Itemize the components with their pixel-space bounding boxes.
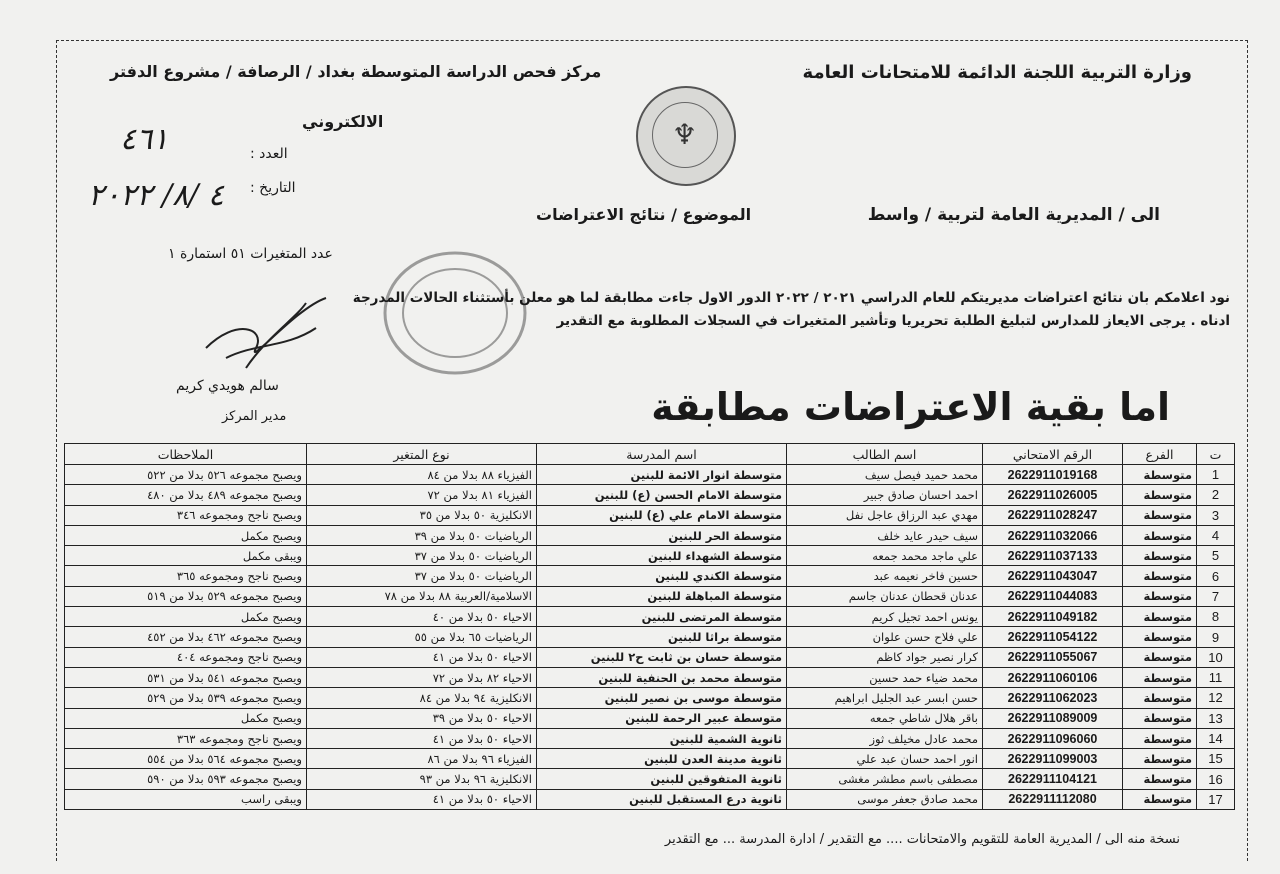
row-change: الفيزياء ٩٦ بدلا من ٨٦ [307, 749, 537, 769]
row-exam-number: 2622911089009 [983, 708, 1123, 728]
date-value: ٤ /٨/ ٢٠٢٢ [88, 178, 225, 213]
row-student-name: محمد ضياء حمد حسين [787, 667, 983, 687]
signature-icon [196, 288, 336, 378]
row-index: 17 [1197, 789, 1235, 809]
row-notes: ويصبح مكمل [65, 525, 307, 545]
row-notes: ويصبح مكمل [65, 708, 307, 728]
date-label: التاريخ : [250, 180, 296, 196]
row-school: متوسطة موسى بن نصير للبنين [537, 688, 787, 708]
row-school: متوسطة الحر للبنين [537, 525, 787, 545]
number-label: العدد : [250, 146, 288, 162]
row-notes: ويصبح مجموعه ٥٢٩ بدلا من ٥١٩ [65, 586, 307, 606]
row-branch: متوسطة [1123, 546, 1197, 566]
row-change: الفيزياء ٨٨ بدلا من ٨٤ [307, 465, 537, 485]
row-notes: ويصبح ناجح ومجموعه ٣٦٥ [65, 566, 307, 586]
row-change: الاحياء ٥٠ بدلا من ٤١ [307, 728, 537, 748]
row-change: الرياضيات ٥٠ بدلا من ٣٧ [307, 546, 537, 566]
table-row [65, 627, 1235, 647]
row-notes: ويصبح مجموعه ٤٦٢ بدلا من ٤٥٢ [65, 627, 307, 647]
row-index: 12 [1197, 688, 1235, 708]
row-school: متوسطة الامام الحسن (ع) للبنين [537, 485, 787, 505]
col-header-branch: الفرع [1123, 444, 1197, 465]
row-index: 6 [1197, 566, 1235, 586]
number-value: ٤٦١ [120, 122, 169, 157]
row-student-name: سيف حيدر عايد خلف [787, 525, 983, 545]
recipient: الى / المديرية العامة لتربية / واسط [867, 205, 1160, 225]
row-index: 15 [1197, 749, 1235, 769]
row-branch: متوسطة [1123, 749, 1197, 769]
body-paragraph-line1: نود اعلامكم بان نتائج اعتراضات مديريتكم للعام الدراسي ٢٠٢١ / ٢٠٢٢ الدور الاول جاءت مطابقة لما هو معلن بأستثناء الحالات المدرجة [352, 290, 1230, 306]
row-student-name: باقر هلال شاطي جمعه [787, 708, 983, 728]
row-branch: متوسطة [1123, 485, 1197, 505]
col-header-index: ت [1197, 444, 1235, 465]
row-school: متوسطة محمد بن الحنفية للبنين [537, 667, 787, 687]
row-notes: ويصبح ناجح ومجموعه ٤٠٤ [65, 647, 307, 667]
table-row [65, 525, 1235, 545]
row-change: الاحياء ٥٠ بدلا من ٤٠ [307, 607, 537, 627]
signatory-name: سالم هويدي كريم [176, 378, 279, 394]
row-school: ثانوية مدينة العدن للبنين [537, 749, 787, 769]
table-row [65, 708, 1235, 728]
ministry-emblem-icon: ♆ [636, 86, 736, 186]
table-row [65, 688, 1235, 708]
row-exam-number: 2622911037133 [983, 546, 1123, 566]
row-index: 10 [1197, 647, 1235, 667]
row-exam-number: 2622911099003 [983, 749, 1123, 769]
row-student-name: احمد احسان صادق جبير [787, 485, 983, 505]
row-school: متوسطة انوار الائمة للبنين [537, 465, 787, 485]
table-row [65, 566, 1235, 586]
row-branch: متوسطة [1123, 465, 1197, 485]
row-index: 5 [1197, 546, 1235, 566]
row-notes: ويصبح مجموعه ٥٢٦ بدلا من ٥٢٢ [65, 465, 307, 485]
row-change: الرياضيات ٦٥ بدلا من ٥٥ [307, 627, 537, 647]
table-row [65, 586, 1235, 606]
row-change: الفيزياء ٨١ بدلا من ٧٢ [307, 485, 537, 505]
row-index: 11 [1197, 667, 1235, 687]
row-student-name: علي فلاح حسن علوان [787, 627, 983, 647]
row-exam-number: 2622911026005 [983, 485, 1123, 505]
row-school: متوسطة المرتضى للبنين [537, 607, 787, 627]
row-index: 2 [1197, 485, 1235, 505]
row-exam-number: 2622911104121 [983, 769, 1123, 789]
row-index: 4 [1197, 525, 1235, 545]
row-exam-number: 2622911043047 [983, 566, 1123, 586]
row-exam-number: 2622911096060 [983, 728, 1123, 748]
row-exam-number: 2622911055067 [983, 647, 1123, 667]
row-school: متوسطة عبير الرحمة للبنين [537, 708, 787, 728]
table-row [65, 485, 1235, 505]
table-row [65, 769, 1235, 789]
row-index: 3 [1197, 505, 1235, 525]
table-row [65, 505, 1235, 525]
row-branch: متوسطة [1123, 647, 1197, 667]
row-student-name: حسن ابسر عبد الجليل ابراهيم [787, 688, 983, 708]
row-change: الرياضيات ٥٠ بدلا من ٣٧ [307, 566, 537, 586]
row-change: الاسلامية/العربية ٨٨ بدلا من ٧٨ [307, 586, 537, 606]
row-exam-number: 2622911032066 [983, 525, 1123, 545]
row-index: 13 [1197, 708, 1235, 728]
results-table [64, 443, 1235, 810]
row-change: الانكليزية ٥٠ بدلا من ٣٥ [307, 505, 537, 525]
table-row [65, 667, 1235, 687]
row-notes: ويصبح مجموعه ٥٤١ بدلا من ٥٣١ [65, 667, 307, 687]
row-notes: ويصبح ناجح ومجموعه ٣٦٣ [65, 728, 307, 748]
row-change: الاحياء ٨٢ بدلا من ٧٢ [307, 667, 537, 687]
col-header-change: نوع المتغير [307, 444, 537, 465]
row-branch: متوسطة [1123, 789, 1197, 809]
row-student-name: محمد عادل مخيلف ثوز [787, 728, 983, 748]
row-school: ثانوية المتفوقين للبنين [537, 769, 787, 789]
row-branch: متوسطة [1123, 769, 1197, 789]
row-student-name: علي ماجد محمد جمعه [787, 546, 983, 566]
row-student-name: عدنان قحطان عدنان جاسم [787, 586, 983, 606]
row-exam-number: 2622911054122 [983, 627, 1123, 647]
table-row [65, 647, 1235, 667]
row-school: متوسطة المباهلة للبنين [537, 586, 787, 606]
row-branch: متوسطة [1123, 607, 1197, 627]
col-header-school: اسم المدرسة [537, 444, 787, 465]
row-notes: ويبقى مكمل [65, 546, 307, 566]
row-student-name: انور احمد حسان عبد علي [787, 749, 983, 769]
table-row [65, 607, 1235, 627]
row-school: متوسطة حسان بن ثابت ح٢ للبنين [537, 647, 787, 667]
table-row [65, 789, 1235, 809]
row-school: متوسطة الشهداء للبنين [537, 546, 787, 566]
signatory-title: مدير المركز [222, 409, 287, 424]
row-notes: ويصبح مجموعه ٥٣٩ بدلا من ٥٢٩ [65, 688, 307, 708]
row-branch: متوسطة [1123, 566, 1197, 586]
row-notes: ويصبح مجموعه ٤٨٩ بدلا من ٤٨٠ [65, 485, 307, 505]
col-header-notes: الملاحظات [65, 444, 307, 465]
row-branch: متوسطة [1123, 586, 1197, 606]
row-change: الانكليزية ٩٦ بدلا من ٩٣ [307, 769, 537, 789]
row-exam-number: 2622911062023 [983, 688, 1123, 708]
row-student-name: يونس احمد تجيل كريم [787, 607, 983, 627]
row-change: الاحياء ٥٠ بدلا من ٤١ [307, 647, 537, 667]
row-notes: ويصبح مكمل [65, 607, 307, 627]
variables-count: عدد المتغيرات ٥١ استمارة ١ [168, 246, 333, 262]
row-school: ثانوية درع المستقبل للبنين [537, 789, 787, 809]
row-branch: متوسطة [1123, 627, 1197, 647]
row-school: متوسطة الامام علي (ع) للبنين [537, 505, 787, 525]
copy-to-footer: نسخة منه الى / المديرية العامة للتقويم والامتحانات .... مع التقدير / ادارة المدرسة ... مع التقدير [664, 832, 1180, 847]
row-student-name: مصطفى باسم مطشر مغشى [787, 769, 983, 789]
row-student-name: مهدي عبد الرزاق عاجل نفل [787, 505, 983, 525]
row-branch: متوسطة [1123, 525, 1197, 545]
row-change: الرياضيات ٥٠ بدلا من ٣٩ [307, 525, 537, 545]
row-index: 7 [1197, 586, 1235, 606]
center-header: مركز فحص الدراسة المتوسطة بغداد / الرصافة / مشروع الدفتر [110, 62, 602, 81]
row-branch: متوسطة [1123, 708, 1197, 728]
row-index: 14 [1197, 728, 1235, 748]
row-branch: متوسطة [1123, 728, 1197, 748]
row-change: الانكليزية ٩٤ بدلا من ٨٤ [307, 688, 537, 708]
row-index: 1 [1197, 465, 1235, 485]
col-header-student: اسم الطالب [787, 444, 983, 465]
row-exam-number: 2622911060106 [983, 667, 1123, 687]
table-header-row [65, 444, 1235, 465]
row-exam-number: 2622911028247 [983, 505, 1123, 525]
table-row [65, 546, 1235, 566]
subject: الموضوع / نتائج الاعتراضات [536, 205, 752, 224]
row-branch: متوسطة [1123, 505, 1197, 525]
ministry-header: وزارة التربية اللجنة الدائمة للامتحانات العامة [802, 62, 1192, 83]
row-school: متوسطة الكندي للبنين [537, 566, 787, 586]
table-row [65, 749, 1235, 769]
row-student-name: حسين فاخر نعيمه عبد [787, 566, 983, 586]
row-notes: ويصبح مجموعه ٥٩٣ بدلا من ٥٩٠ [65, 769, 307, 789]
row-school: متوسطة براثا للبنين [537, 627, 787, 647]
row-change: الاحياء ٥٠ بدلا من ٣٩ [307, 708, 537, 728]
row-notes: ويصبح مجموعه ٥٦٤ بدلا من ٥٥٤ [65, 749, 307, 769]
round-stamp-icon [380, 248, 530, 378]
row-exam-number: 2622911044083 [983, 586, 1123, 606]
center-header-line2: الالكتروني [302, 112, 384, 131]
row-branch: متوسطة [1123, 688, 1197, 708]
row-index: 9 [1197, 627, 1235, 647]
table-row [65, 728, 1235, 748]
col-header-exam-number: الرقم الامتحاني [983, 444, 1123, 465]
row-exam-number: 2622911112080 [983, 789, 1123, 809]
row-student-name: محمد حميد فيصل سيف [787, 465, 983, 485]
body-paragraph-line2: ادناه . يرجى الايعاز للمدارس لتبليغ الطلبة تحريريا وتأشير المتغيرات في السجلات المطلوبة مع التقدير [556, 313, 1230, 329]
row-notes: ويبقى راسب [65, 789, 307, 809]
row-change: الاحياء ٥٠ بدلا من ٤١ [307, 789, 537, 809]
results-heading: اما بقية الاعتراضات مطابقة [651, 385, 1170, 429]
row-school: ثانوية الشمية للبنين [537, 728, 787, 748]
row-student-name: محمد صادق جعفر موسى [787, 789, 983, 809]
row-index: 16 [1197, 769, 1235, 789]
row-index: 8 [1197, 607, 1235, 627]
row-branch: متوسطة [1123, 667, 1197, 687]
row-exam-number: 2622911019168 [983, 465, 1123, 485]
row-student-name: كرار نصير جواد كاظم [787, 647, 983, 667]
row-exam-number: 2622911049182 [983, 607, 1123, 627]
table-row [65, 465, 1235, 485]
row-notes: ويصبح ناجح ومجموعه ٣٤٦ [65, 505, 307, 525]
